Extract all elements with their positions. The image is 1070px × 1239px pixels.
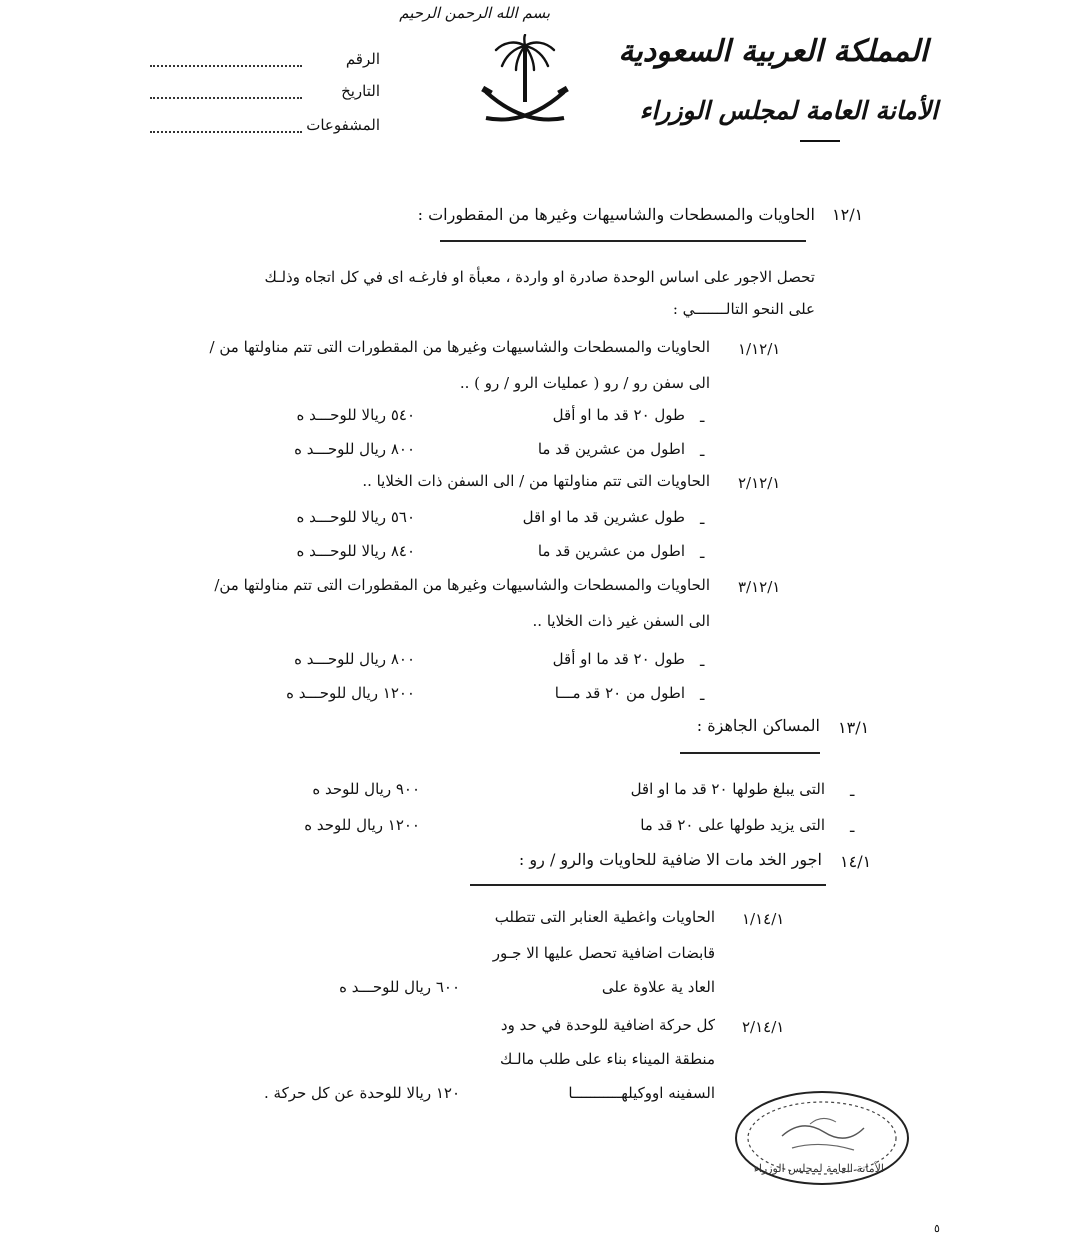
section-14-number: ١٤/١ [840,852,872,871]
clause-12-1-line-2: الى سفن رو / رو ( عمليات الرو / رو ) .. [459,374,710,392]
section-13-underline [680,752,820,754]
date-label: التاريخ [341,82,380,100]
clause-12-1-item-1-rate: ٥٤٠ ريالا للوحـــد ه [296,406,415,424]
intro-line-1: تحصل الاجور على اساس الوحدة صادرة او واردة ، معبأة او فارغـه اى في كل اتجاه وذلـك [264,268,815,286]
section-12-title: الحاويات والمسطحات والشاسيهات وغيرها من المقطورات : [417,205,815,224]
clause-12-1-item-1-label: طول ٢٠ قد ما او أقل [552,406,685,424]
clause-12-3-item-1-label: طول ٢٠ قد ما او أقل [552,650,685,668]
clause-12-2-item-1-label: طول عشرين قد ما او اقل [522,508,685,526]
clause-12-3-number: ٣/١٢/١ [738,578,781,596]
clause-14-1-rate: ٦٠٠ ريال للوحـــد ه [339,978,460,996]
clause-12-1-number: ١/١٢/١ [738,340,781,358]
clause-12-3-item-2-label: اطول من ٢٠ قد مـــا [554,684,685,702]
clause-14-2-line-1: كل حركة اضافية للوحدة في حد ود [500,1016,715,1034]
clause-14-1-number: ١/١٤/١ [742,910,785,928]
clause-12-2-number: ٢/١٢/١ [738,474,781,492]
section-14-title: اجور الخد مات الا ضافية للحاويات والرو / رو : [518,850,822,869]
item-dash: ـ [850,818,855,836]
section-12-number: ١٢/١ [832,205,864,224]
basmala: بسم الله الرحمن الرحيم [399,4,550,22]
clause-12-2-item-1-rate: ٥٦٠ ريالا للوحـــد ه [296,508,415,526]
clause-12-2-item-2-label: اطول من عشرين قد ما [537,542,685,560]
clause-14-2-line-2: منطقة الميناء بناء على طلب مالـك [499,1050,715,1068]
clause-14-2-number: ٢/١٤/١ [742,1018,785,1036]
clause-14-1-line-2: قابضات اضافية تحصل عليها الا جـور [492,944,715,962]
number-dotted-line [150,65,302,67]
clause-14-2-line-3: السفينه اووكيلهـــــــــــا [568,1084,715,1102]
date-dotted-line [150,97,302,99]
item-dash: ـ [700,652,705,670]
page-mark: ٥ [934,1222,940,1235]
number-field [150,50,380,70]
attachments-dotted-line [150,131,302,133]
attachments-field [150,116,380,136]
clause-12-1-item-2-label: اطول من عشرين قد ما [537,440,685,458]
section-13-item-1-rate: ٩٠٠ ريال للوحد ه [312,780,420,798]
clause-12-2-item-2-rate: ٨٤٠ ريالا للوحـــد ه [296,542,415,560]
kingdom-name: المملكة العربية السعودية [618,34,928,69]
item-dash: ـ [700,686,705,704]
section-13-number: ١٣/١ [838,718,870,737]
section-13-item-2-rate: ١٢٠٠ ريال للوحد ه [304,816,420,834]
attachments-label: المشفوعات [306,116,380,134]
item-dash: ـ [700,544,705,562]
clause-12-1-line-1: الحاويات والمسطحات والشاسيهات وغيرها من المقطورات التى تتم مناولتها من / [209,338,710,356]
clause-12-3-item-1-rate: ٨٠٠ ريال للوحـــد ه [294,650,415,668]
palm-swords-emblem-icon [480,34,570,134]
clause-12-1-item-2-rate: ٨٠٠ ريال للوحـــد ه [294,440,415,458]
clause-14-1-line-1: الحاويات واغطية العنابر التى تتطلب [494,908,715,926]
section-13-item-2-label: التى يزيد طولها على ٢٠ قد ما [640,816,825,834]
item-dash: ـ [700,442,705,460]
section-13-title: المساكن الجاهزة : [696,716,820,735]
intro-line-2: على النحو التالـــــــي : [672,300,815,318]
clause-12-3-line-2: الى السفن غير ذات الخلايا .. [532,612,710,630]
item-dash: ـ [700,408,705,426]
clause-12-3-item-2-rate: ١٢٠٠ ريال للوحـــد ه [286,684,415,702]
clause-12-2-line-1: الحاويات التى تتم مناولتها من / الى السفن ذات الخلايا .. [362,472,710,490]
item-dash: ـ [700,510,705,528]
number-label: الرقم [345,50,380,68]
header-divider [800,140,840,142]
seal-inscription: الأمانة العامة لمجلس الوزراء [753,1162,884,1175]
section-14-underline [470,884,826,886]
date-field [150,82,380,102]
section-13-item-1-label: التى يبلغ طولها ٢٠ قد ما او اقل [630,780,825,798]
secretariat-name: الأمانة العامة لمجلس الوزراء [639,96,938,125]
section-12-underline [440,240,806,242]
item-dash: ـ [850,782,855,800]
clause-14-2-rate: ١٢٠ ريالا للوحدة عن كل حركة . [264,1084,460,1102]
clause-12-3-line-1: الحاويات والمسطحات والشاسيهات وغيرها من المقطورات التى تتم مناولتها من/ [214,576,710,594]
clause-14-1-line-3: العاد ية علاوة على [601,978,715,996]
